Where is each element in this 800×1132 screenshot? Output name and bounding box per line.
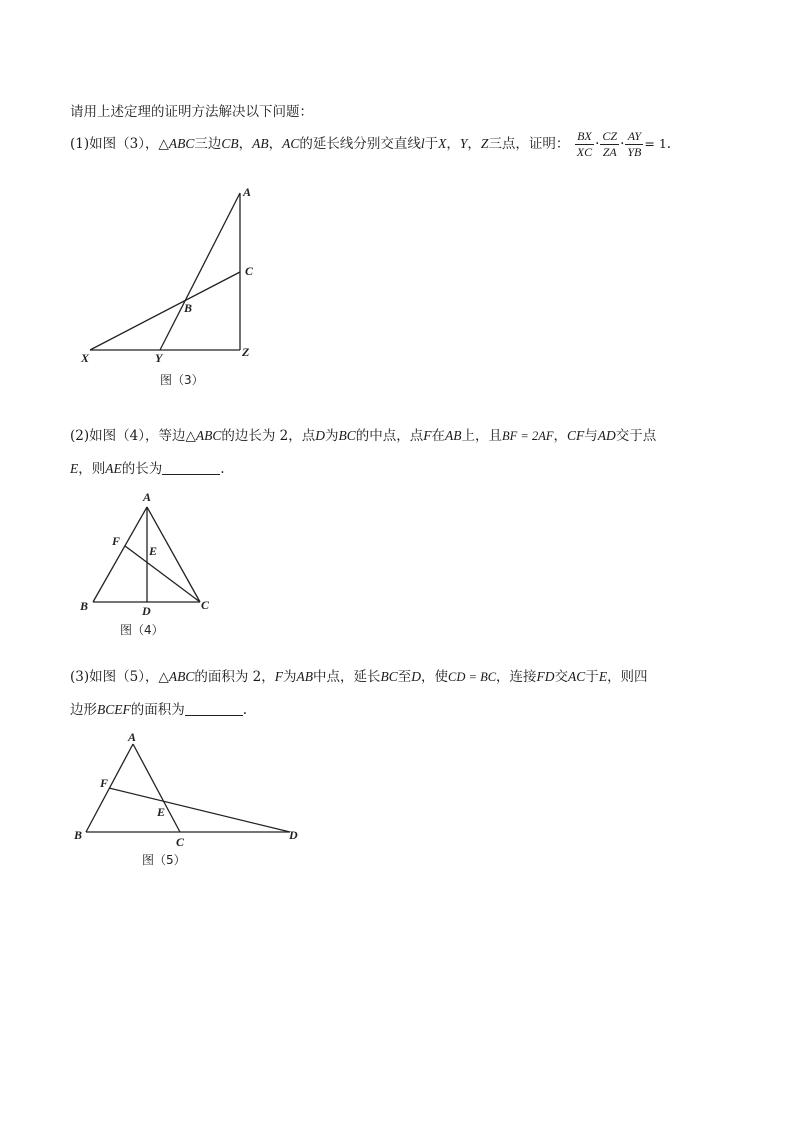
label-F: F [112,534,121,548]
figure-4-caption: 图（4） [120,623,164,637]
label-A: A [243,185,252,199]
figure-5-caption: 图（5） [142,853,186,867]
fraction-cz-za: $\frac{CZ}{ZA}$ [602,129,618,159]
label-C: C [176,835,185,849]
label-E: E [157,805,166,819]
fraction-bx-xc: $\frac{BX}{XC}$ [576,129,593,159]
label-D: D [289,828,298,842]
fraction-ay-yb: $\frac{AY}{YB}$ [627,129,642,159]
label-B: B [184,301,193,315]
q3-label: (3)如图（5），△ [70,669,169,685]
question-2-line-1: (2)如图（4），等边△ABC的边长为 2，点D为BC的中点，点F在AB上，且BF = 2AF，CF与AD交于点 [70,428,657,444]
label-B: B [74,828,83,842]
label-F: F [100,776,109,790]
label-E: E [149,544,158,558]
label-Z: Z [242,345,250,359]
question-1: (1)如图（3），△ABC三边CB，AB，AC的延长线分别交直线l于X，Y，Z三点，证明： $\frac{BX}{XC}$ · $\frac{CZ}{ZA}$ · $\frac{AY}{YB}$ = 1. [70,129,672,159]
question-2-line-2: E，则AE的长为 . [70,461,225,477]
condition-bf-2af: BF = 2AF [502,429,554,443]
q2-label: (2)如图（4），等边△ [70,428,196,444]
label-B: B [80,599,89,613]
label-A: A [143,490,152,504]
line-fd [109,788,290,832]
condition-cd-bc: CD = BC [448,670,497,684]
intro-text: 请用上述定理的证明方法解决以下问题： [70,104,313,120]
label-D: D [142,604,151,618]
label-Y: Y [155,351,163,365]
question-3-line-2: 边形BCEF的面积为 . [70,702,248,718]
label-X: X [81,351,90,365]
label-A: A [128,730,137,744]
q1-label: (1)如图（3）， [70,136,159,152]
figure-3-caption: 图（3） [160,373,204,387]
question-3-line-1: (3)如图（5），△ABC的面积为 2，F为AB中点，延长BC至D，使CD = BC，连接FD交AC于E，则四 [70,669,648,685]
label-C: C [201,598,210,612]
label-C: C [245,264,254,278]
